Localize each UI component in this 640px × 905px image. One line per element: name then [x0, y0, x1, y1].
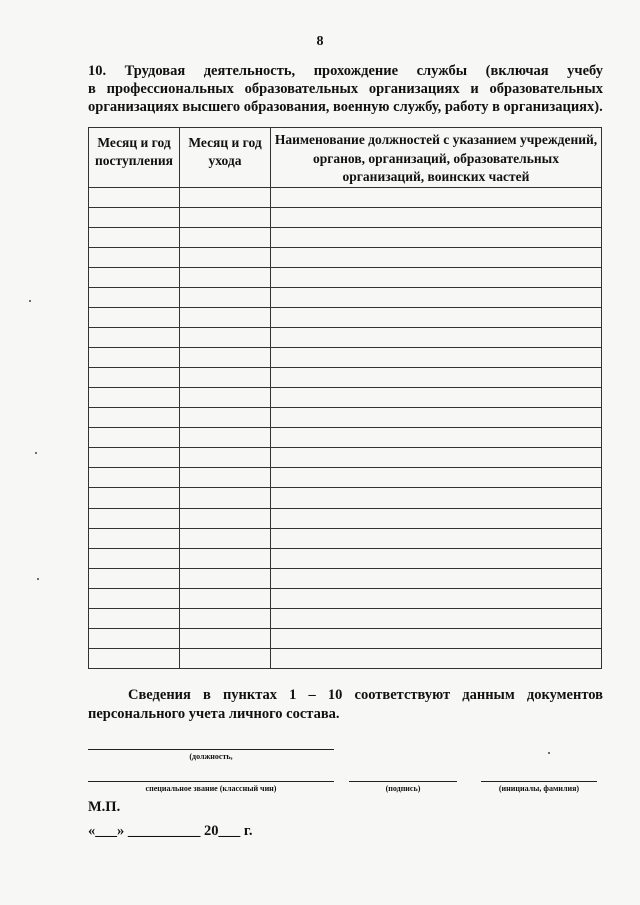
cell-end-date[interactable] [180, 528, 271, 548]
cell-end-date[interactable] [180, 348, 271, 368]
cell-position-name[interactable] [271, 588, 602, 608]
table-row [89, 648, 602, 668]
section-title-line-3: организациях высшего образования, военную службу, работу в организациях). [88, 99, 603, 115]
cell-end-date[interactable] [180, 648, 271, 668]
cell-start-date[interactable] [89, 388, 180, 408]
cell-position-name[interactable] [271, 608, 602, 628]
cell-end-date[interactable] [180, 247, 271, 267]
cell-position-name[interactable] [271, 388, 602, 408]
cell-start-date[interactable] [89, 588, 180, 608]
signature-label: (подпись) [385, 784, 421, 793]
cell-start-date[interactable] [89, 548, 180, 568]
scan-speck [35, 452, 37, 454]
cell-end-date[interactable] [180, 368, 271, 388]
rank-label: специальное звание (классный чин) [145, 784, 277, 793]
table-row [89, 287, 602, 307]
header-position-name: Наименование должностей с указанием учреждений, органов, организаций, образовательных организаций, воинских частей [271, 128, 602, 188]
table-row [89, 348, 602, 368]
table-row [89, 267, 602, 287]
cell-end-date[interactable] [180, 307, 271, 327]
cell-start-date[interactable] [89, 307, 180, 327]
table-row [89, 448, 602, 468]
cell-position-name[interactable] [271, 327, 602, 347]
confirmation-line-1: Сведения в пунктах 1 – 10 соответствуют данным документов [128, 687, 603, 703]
signature-line[interactable] [349, 781, 457, 782]
cell-end-date[interactable] [180, 428, 271, 448]
cell-end-date[interactable] [180, 628, 271, 648]
cell-end-date[interactable] [180, 608, 271, 628]
table-row [89, 588, 602, 608]
cell-start-date[interactable] [89, 287, 180, 307]
table-row [89, 247, 602, 267]
name-label: (инициалы, фамилия) [498, 784, 580, 793]
table-row [89, 227, 602, 247]
cell-end-date[interactable] [180, 327, 271, 347]
cell-position-name[interactable] [271, 227, 602, 247]
cell-start-date[interactable] [89, 428, 180, 448]
cell-start-date[interactable] [89, 267, 180, 287]
cell-start-date[interactable] [89, 327, 180, 347]
confirmation-text [88, 686, 603, 724]
cell-position-name[interactable] [271, 568, 602, 588]
cell-start-date[interactable] [89, 628, 180, 648]
cell-start-date[interactable] [89, 568, 180, 588]
cell-end-date[interactable] [180, 568, 271, 588]
cell-position-name[interactable] [271, 207, 602, 227]
header-end-date: Месяц и год ухода [180, 128, 271, 188]
table-row [89, 488, 602, 508]
cell-end-date[interactable] [180, 187, 271, 207]
cell-start-date[interactable] [89, 368, 180, 388]
cell-end-date[interactable] [180, 267, 271, 287]
cell-end-date[interactable] [180, 468, 271, 488]
cell-position-name[interactable] [271, 508, 602, 528]
table-row [89, 388, 602, 408]
stamp-label: М.П. [88, 799, 121, 815]
cell-position-name[interactable] [271, 488, 602, 508]
table-row [89, 568, 602, 588]
cell-end-date[interactable] [180, 548, 271, 568]
cell-end-date[interactable] [180, 388, 271, 408]
cell-position-name[interactable] [271, 448, 602, 468]
table-row [89, 508, 602, 528]
page-number: 8 [316, 34, 324, 49]
cell-start-date[interactable] [89, 648, 180, 668]
position-line[interactable] [88, 749, 334, 750]
table-row [89, 528, 602, 548]
cell-position-name[interactable] [271, 307, 602, 327]
cell-position-name[interactable] [271, 648, 602, 668]
cell-end-date[interactable] [180, 448, 271, 468]
rank-line[interactable] [88, 781, 334, 782]
section-title-line-1: 10. Трудовая деятельность, прохождение службы (включая учебу [88, 63, 603, 79]
scan-speck [29, 300, 31, 302]
cell-position-name[interactable] [271, 368, 602, 388]
scan-speck [37, 578, 39, 580]
cell-end-date[interactable] [180, 287, 271, 307]
cell-end-date[interactable] [180, 488, 271, 508]
confirmation-line-2: персонального учета личного состава. [88, 706, 340, 722]
table-row [89, 548, 602, 568]
date-line[interactable]: «___» __________ 20___ г. [88, 823, 253, 839]
cell-position-name[interactable] [271, 287, 602, 307]
cell-start-date[interactable] [89, 207, 180, 227]
cell-position-name[interactable] [271, 548, 602, 568]
cell-position-name[interactable] [271, 187, 602, 207]
cell-start-date[interactable] [89, 608, 180, 628]
table-row [89, 408, 602, 428]
table-row [89, 468, 602, 488]
cell-start-date[interactable] [89, 468, 180, 488]
cell-start-date[interactable] [89, 348, 180, 368]
cell-position-name[interactable] [271, 428, 602, 448]
section-title [88, 62, 603, 116]
cell-start-date[interactable] [89, 448, 180, 468]
table-row [89, 428, 602, 448]
position-label: (должность, [189, 752, 233, 761]
cell-position-name[interactable] [271, 528, 602, 548]
header-start-date: Месяц и год поступления [89, 128, 180, 188]
table-row [89, 368, 602, 388]
table-row [89, 608, 602, 628]
cell-position-name[interactable] [271, 468, 602, 488]
table-header-row [89, 128, 602, 188]
table-row [89, 187, 602, 207]
cell-start-date[interactable] [89, 247, 180, 267]
table-row [89, 207, 602, 227]
cell-start-date[interactable] [89, 227, 180, 247]
cell-end-date[interactable] [180, 408, 271, 428]
cell-start-date[interactable] [89, 187, 180, 207]
cell-position-name[interactable] [271, 247, 602, 267]
section-title-line-2: в профессиональных образовательных организациях и образовательных [88, 81, 603, 97]
cell-end-date[interactable] [180, 588, 271, 608]
cell-start-date[interactable] [89, 508, 180, 528]
scan-speck [548, 752, 550, 754]
cell-start-date[interactable] [89, 488, 180, 508]
employment-table [88, 127, 602, 669]
table-body [89, 187, 602, 669]
table-row [89, 307, 602, 327]
cell-start-date[interactable] [89, 408, 180, 428]
cell-position-name[interactable] [271, 348, 602, 368]
table-row [89, 628, 602, 648]
cell-position-name[interactable] [271, 408, 602, 428]
cell-start-date[interactable] [89, 528, 180, 548]
cell-end-date[interactable] [180, 508, 271, 528]
cell-end-date[interactable] [180, 207, 271, 227]
cell-end-date[interactable] [180, 227, 271, 247]
cell-position-name[interactable] [271, 628, 602, 648]
cell-position-name[interactable] [271, 267, 602, 287]
name-line[interactable] [481, 781, 597, 782]
table-row [89, 327, 602, 347]
